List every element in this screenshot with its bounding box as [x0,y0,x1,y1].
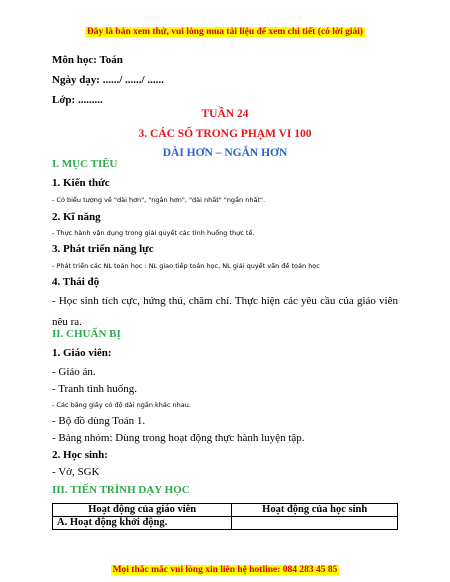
section-procedure: III. TIẾN TRÌNH DẠY HỌC [52,484,190,496]
class-line: Lớp: ......... [52,94,103,106]
heading-knowledge: 1. Kiến thức [52,177,110,189]
cell-warmup: A. Hoạt động khởi động. [53,517,232,530]
teacher-item-math-kit: - Bộ đồ dùng Toán 1. [52,415,146,427]
text-skills: - Thực hành vận dụng trong giải quyết các tình huống thực tế. [52,229,255,237]
text-knowledge: - Có biểu tượng về "dài hơn", "ngắn hơn", "dài nhất" "ngắn nhất". [52,196,266,204]
table-row [53,517,398,530]
lesson-subtitle: DÀI HƠN – NGẮN HƠN [162,147,288,159]
activity-table [52,503,398,530]
heading-competence: 3. Phát triển năng lực [52,243,154,255]
heading-student: 2. Học sinh: [52,449,108,461]
teacher-item-picture: - Tranh tình huống. [52,383,137,395]
teacher-item-paper-strips: - Các băng giấy có độ dài ngắn khác nhau. [52,401,191,409]
teacher-item-group-board: - Bảng nhóm: Dùng trong hoạt động thực hành luyện tập. [52,432,305,444]
lesson-title: 3. CÁC SỐ TRONG PHẠM VI 100 [138,128,312,140]
preview-banner-text: Đây là bản xem thử, vui lòng mua tài liệu để xem chi tiết (có lời giải) [86,27,364,37]
hotline-banner-text: Mọi thắc mắc vui lòng xin liên hệ hotline: 084 283 45 85 [112,565,338,575]
cell-empty [232,517,398,530]
header-teacher-activity: Hoạt động của giáo viên [53,504,232,517]
table-header-row [53,504,398,517]
student-item-books: - Vở, SGK [52,466,100,478]
heading-attitude: 4. Thái độ [52,276,100,288]
header-student-activity: Hoạt động của học sinh [232,504,398,517]
week-title: TUẦN 24 [201,108,249,120]
date-line: Ngày dạy: ....../ ....../ ...... [52,74,164,86]
heading-skills: 2. Kĩ năng [52,211,101,223]
subject-line: Môn học: Toán [52,54,123,66]
section-objectives: I. MỤC TIÊU [52,158,118,170]
text-competence: - Phát triển các NL toán học : NL giao tiếp toán học, NL giải quyết vấn đề toán học [52,262,320,270]
text-attitude: - Học sinh tích cực, hứng thú, chăm chỉ. Thực hiện các yêu cầu của giáo viên nêu ra. [52,295,398,328]
heading-teacher: 1. Giáo viên: [52,347,112,359]
teacher-item-lesson-plan: - Giáo án. [52,366,96,378]
hotline-banner [0,565,450,575]
section-preparation: II. CHUẨN BỊ [52,328,121,340]
preview-banner [0,27,450,37]
